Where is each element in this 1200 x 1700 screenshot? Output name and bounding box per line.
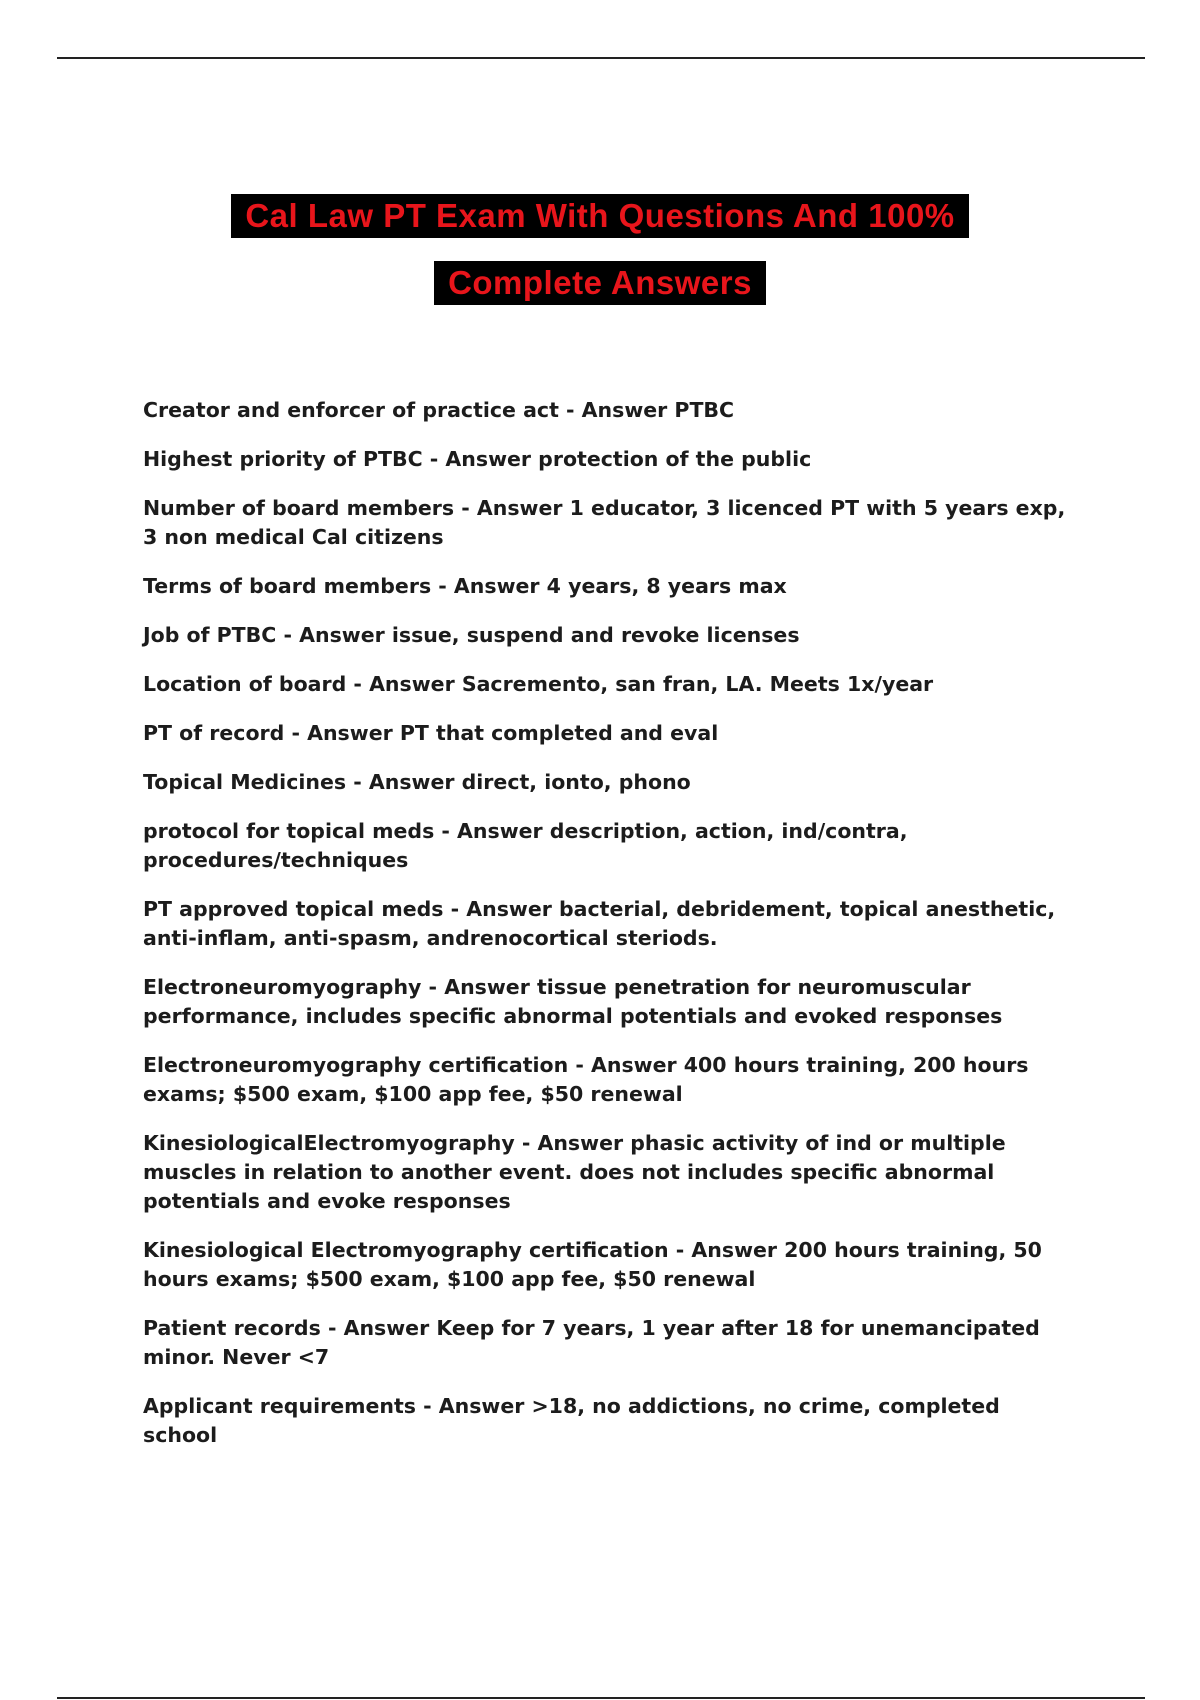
list-item: Location of board - Answer Sacremento, san fran, LA. Meets 1x/year xyxy=(143,672,934,696)
list-item: Highest priority of PTBC - Answer protection of the public xyxy=(143,447,812,471)
list-item: PT approved topical meds - Answer bacterial, debridement, topical anesthetic, anti-inflam, anti-spasm, andrenocortical steriods. xyxy=(143,897,1056,950)
list-item: Patient records - Answer Keep for 7 years, 1 year after 18 for unemancipated minor. Never <7 xyxy=(143,1316,1040,1369)
title-line-2: Complete Answers xyxy=(434,261,766,305)
list-item: Number of board members - Answer 1 educator, 3 licenced PT with 5 years exp, 3 non medical Cal citizens xyxy=(143,496,1066,549)
title-line-1: Cal Law PT Exam With Questions And 100% xyxy=(231,194,968,238)
list-item: KinesiologicalElectromyography - Answer phasic activity of ind or multiple muscles in relation to another event. does not includes specific abnormal potentials and evoke responses xyxy=(143,1131,1006,1213)
list-item: Job of PTBC - Answer issue, suspend and revoke licenses xyxy=(143,623,800,647)
list-item: Electroneuromyography - Answer tissue penetration for neuromuscular performance, includes specific abnormal potentials and evoked responses xyxy=(143,975,1003,1028)
top-rule xyxy=(57,57,1145,59)
list-item: Kinesiological Electromyography certification - Answer 200 hours training, 50 hours exams; $500 exam, $100 app fee, $50 renewal xyxy=(143,1238,1042,1291)
document-title xyxy=(0,194,1200,305)
list-item: Terms of board members - Answer 4 years, 8 years max xyxy=(143,574,787,598)
list-item: Applicant requirements - Answer >18, no addictions, no crime, completed school xyxy=(143,1394,1000,1447)
list-item: PT of record - Answer PT that completed and eval xyxy=(143,721,719,745)
bottom-rule xyxy=(57,1697,1145,1699)
list-item: protocol for topical meds - Answer description, action, ind/contra, procedures/techniques xyxy=(143,819,908,872)
list-item: Electroneuromyography certification - Answer 400 hours training, 200 hours exams; $500 exam, $100 app fee, $50 renewal xyxy=(143,1053,1029,1106)
list-item: Creator and enforcer of practice act - Answer PTBC xyxy=(143,398,735,422)
list-item: Topical Medicines - Answer direct, ionto, phono xyxy=(143,770,691,794)
qa-list xyxy=(143,396,1073,1470)
